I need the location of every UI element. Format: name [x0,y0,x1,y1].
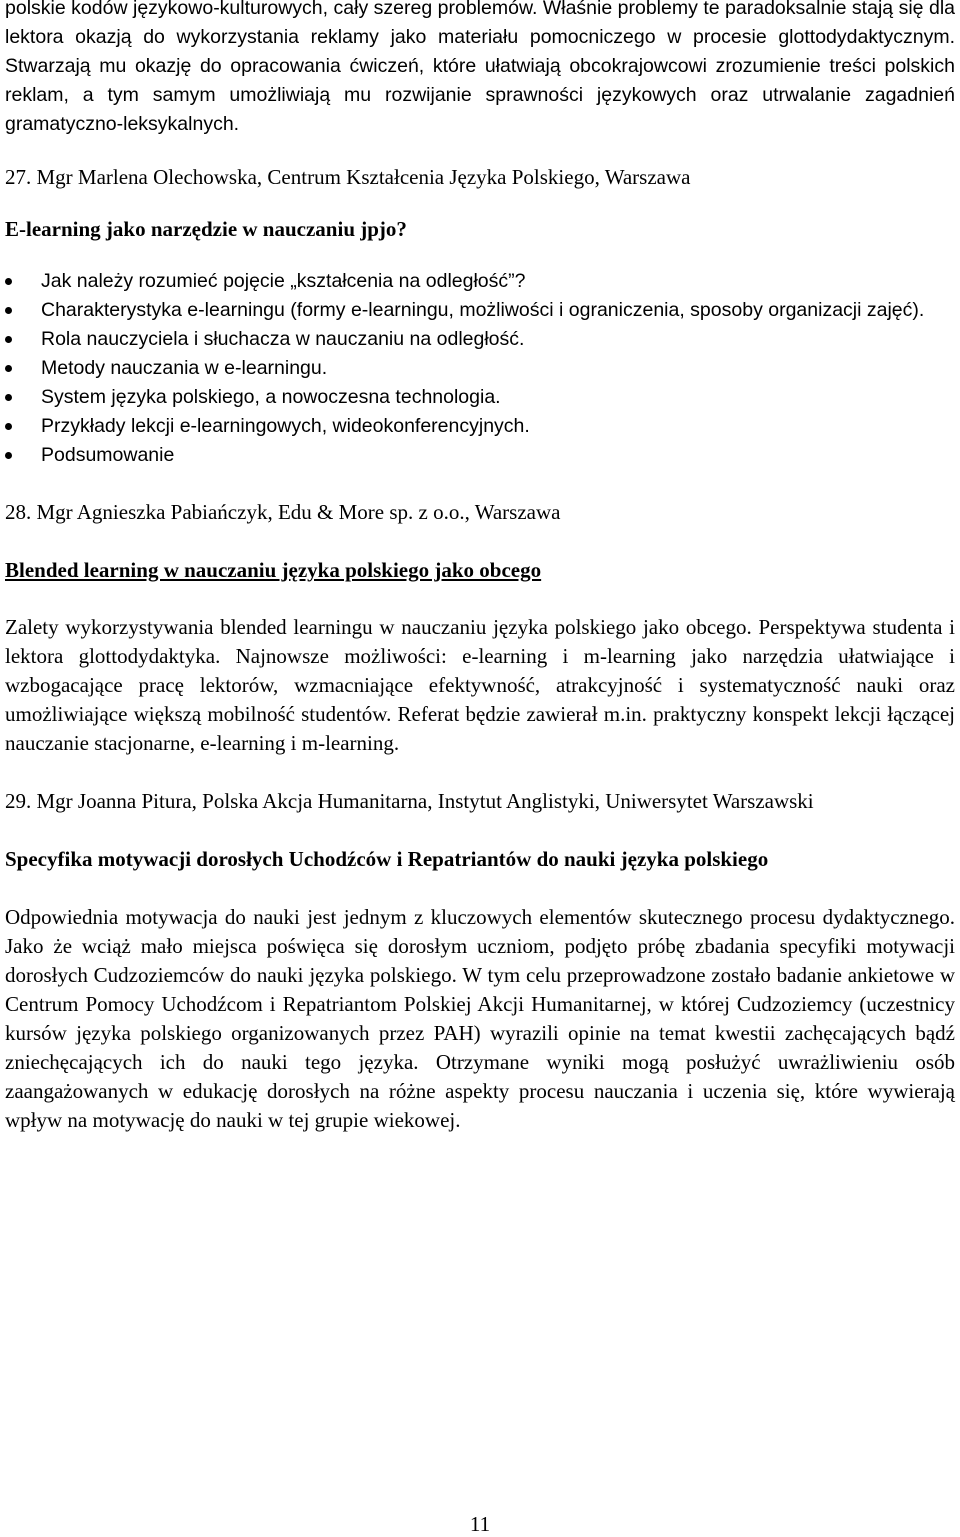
page-number: 11 [469,1512,491,1536]
bullet-item [5,267,955,296]
entry-27-author: 27. Mgr Marlena Olechowska, Centrum Kształcenia Języka Polskiego, Warszawa [5,165,691,189]
bullet-item [5,441,955,470]
bullet-icon [5,452,12,459]
entry-29-author: 29. Mgr Joanna Pitura, Polska Akcja Humanitarna, Instytut Anglistyki, Uniwersytet Warszawski [5,789,814,813]
bullet-icon [5,336,12,343]
entry-28-paragraph: Zalety wykorzystywania blended learningu w nauczaniu języka polskiego jako obcego. Perspektywa studenta i lektora glottodydaktyka. Najnowsze możliwości: e-learning i m-learning jako narzędzia ułatwiające i wzbogacające pracę lektorów, wzmacniające efektywność, atrakcyjność i systematyczność nauki oraz umożliwiające większą mobilność studentów. Referat będzie zawierał m.in. praktyczny konspekt lekcji łączącej nauczanie stacjonarne, e-learning i m-learning. [5,615,955,755]
bullet-text: Rola nauczyciela i słuchacza w nauczaniu na odległość. [41,328,525,350]
entry-29-title: Specyfika motywacji dorosłych Uchodźców i Repatriantów do nauki języka polskiego [5,847,769,871]
bullet-icon [5,423,12,430]
bullet-text: Metody nauczania w e-learningu. [41,357,328,379]
bullet-item [5,354,955,383]
bullet-icon [5,365,12,372]
entry-28-title: Blended learning w nauczaniu języka polskiego jako obcego [5,558,542,582]
bullet-text: Charakterystyka e-learningu (formy e-learningu, możliwości i ograniczenia, sposoby organizacji zajęć). [41,299,925,321]
entry-29-paragraph: Odpowiednia motywacja do nauki jest jednym z kluczowych elementów skutecznego procesu dydaktycznego. Jako że wciąż mało miejsca poświęca się dorosłym uczniom, podjęto próbę zbadania specyfiki motywacji dorosłych Cudzoziemców do nauki języka polskiego. W tym celu przeprowadzone zostało badanie ankietowe w Centrum Pomocy Uchodźcom i Repatriantom Polskiej Akcji Humanitarnej, w której Cudzoziemcy (uczestnicy kursów języka polskiego organizowanych przez PAH) wyrazili opinie na temat kwestii zachęcających bądź zniechęcających ich do nauki tego języka. Otrzymane wyniki mogą posłużyć uwrażliwieniu osób zaangażowanych w edukację dorosłych na różne aspekty procesu nauczania i uczenia się, które wywierają wpływ na motywację do nauki w tej grupie wiekowej. [5,905,955,1132]
intro-paragraph: polskie kodów językowo-kulturowych, cały szereg problemów. Właśnie problemy te paradoksalnie stają się dla lektora okazją do wykorzystania reklamy jako materiału pomocniczego w procesie glottodydaktycznym. Stwarzają mu okazję do opracowania ćwiczeń, które ułatwiają obcokrajowcowi zrozumienie treści polskich reklam, a tym samym umożliwiają mu rozwijanie sprawności językowych oraz utrwalanie zagadnień gramatyczno-leksykalnych. [5,0,955,135]
bullet-icon [5,278,12,285]
bullet-item [5,296,955,325]
bullet-item [5,383,955,412]
bullet-text: Przykłady lekcji e-learningowych, wideokonferencyjnych. [41,415,530,437]
entry-28-author: 28. Mgr Agnieszka Pabiańczyk, Edu & More sp. z o.o., Warszawa [5,500,561,524]
bullet-item [5,412,955,441]
bullet-text: Jak należy rozumieć pojęcie „kształcenia na odległość”? [41,270,526,292]
entry-27-bullet-list [5,267,955,470]
bullet-text: Podsumowanie [41,444,175,466]
bullet-icon [5,307,12,314]
document-page [5,0,955,1135]
bullet-item [5,325,955,354]
entry-27-title: E-learning jako narzędzie w nauczaniu jpjo? [5,217,407,241]
bullet-icon [5,394,12,401]
bullet-text: System języka polskiego, a nowoczesna technologia. [41,386,501,408]
